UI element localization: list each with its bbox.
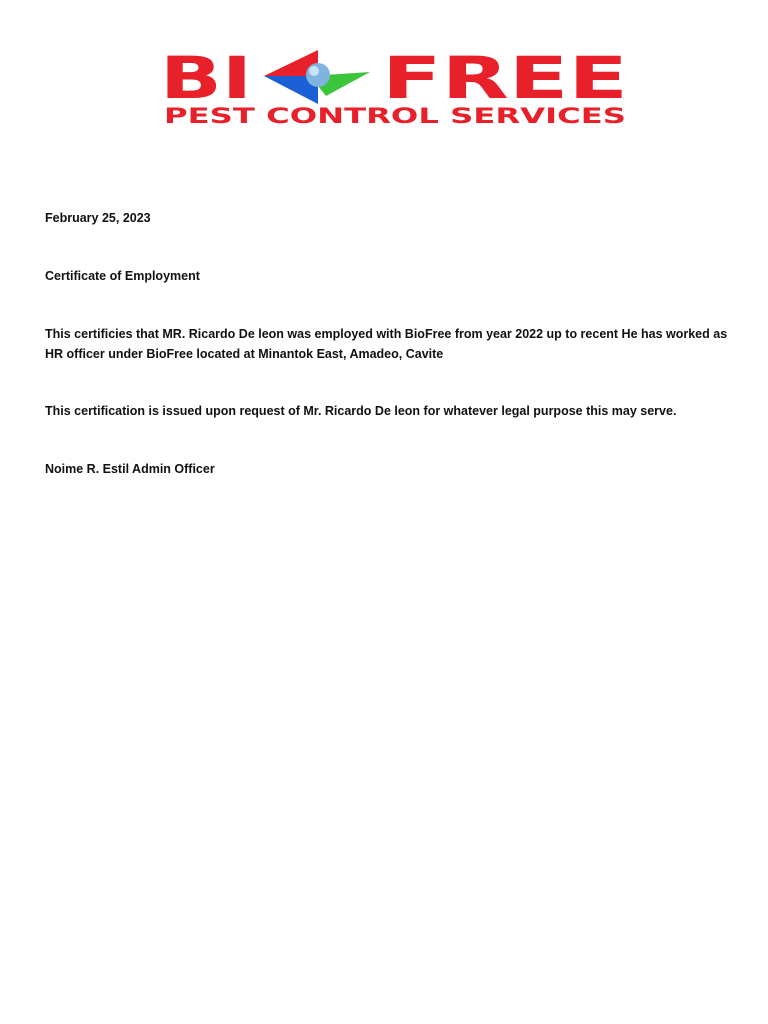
biofree-logo: [160, 46, 630, 128]
letter-subject: Certificate of Employment: [45, 269, 200, 283]
letter-date: February 25, 2023: [45, 211, 151, 225]
letter-paragraph-purpose: This certification is issued upon request of Mr. Ricardo De leon for whatever legal purpose this may serve.: [45, 404, 677, 418]
logo-brand-left: BI: [160, 46, 252, 112]
arrow-globe-logo-icon: [264, 50, 370, 104]
letter-paragraph-employment: This certificies that MR. Ricardo De leon was employed with BioFree from year 2022 up to recent He has worked as HR officer under BioFree located at Minantok East, Amadeo, Cavite: [45, 327, 728, 361]
logo-graphic: [160, 46, 630, 128]
letter-signatory: Noime R. Estil Admin Officer: [45, 462, 215, 476]
logo-tagline: PEST CONTROL SERVICES: [164, 104, 626, 128]
logo-brand-right: FREE: [382, 46, 628, 112]
